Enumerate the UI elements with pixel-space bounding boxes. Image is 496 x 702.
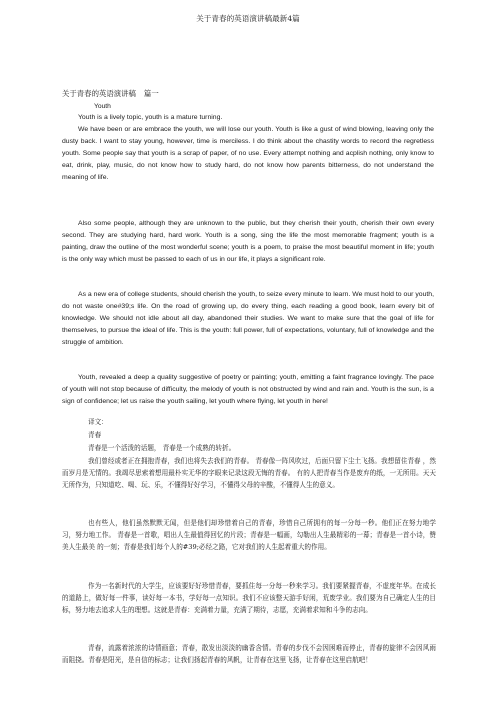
chinese-paragraph-4: 作为一名新时代的大学生，应该要好好珍惜青春，要抓住每一分每一秒来学习。我们要紧握青春，不虚度年华。在成长的道路上，做好每一件事，读好每一本书，学好每一点知识。我们不应该整天游手好闲，荒废学业。我们要为自己确定人生的目标，努力地去追求人生的理想。这就是青春：充满着力量，充满了期待，志愿，充满着求知和斗争的志向。 xyxy=(62,582,436,614)
english-paragraph-3: Also some people, although they are unknown to the public, but they cherish their youth, cherish their own every second. They are studying hard, hard work. Youth is a song, sing the life the most memorable fragment; youth is a painting, draw the outline of the most wonderful scene; youth is a poem, to praise the most beautiful moment in life; youth is the only way which must be passed to each of us in our life, it plays a significant role. xyxy=(62,220,434,263)
chinese-title: 青春 xyxy=(88,431,102,439)
section-heading-text: 关于青春的英语演讲稿 xyxy=(62,89,136,98)
chinese-paragraph-3: 也有些人，他们虽然默默无闻，但是他们却珍惜着自己的青春，珍惜自己所拥有的每一分每一秒。他们正在努力地学习，努力地工作。 青春是一首歌，唱出人生最值得回忆的片段；青春是一幅画，勾勒出人生最精彩的一幕；青春是一首小诗，赞美人生最美 的一刻；青春是我们每个人的#39;必经之路，它对我们的人生起着重大的作用。 xyxy=(62,519,436,551)
document-title: 关于青春的英语演讲稿最新4篇 xyxy=(196,14,300,23)
english-paragraph-1: Youth is a lively topic, youth is a mature turning. xyxy=(78,114,223,121)
chinese-paragraph-5: 青春，流露着浓浓的诗情画意；青春，散发出淡淡的幽香含情。青春的步伐不会因困难而停止，青春的旋律不会因风雨而阻挠。青春是阳光，是自信的标志；让我们扬起青春的风帆，让青春在这里飞扬，让青春在这里启航吧！ xyxy=(62,644,436,664)
english-title: Youth xyxy=(94,103,111,110)
english-paragraph-5: Youth, revealed a deep a quality suggestive of poetry or painting; youth, emitting a faint fragrance lovingly. The pace of youth will not stop because of difficulty, the melody of youth is not obstructed by wind and rain and. Youth is the sun, is a sign of confidence; let us raise the youth sailing, let youth where flying, let youth in here! xyxy=(62,374,434,405)
chinese-paragraph-2: 我们曾经或者正在拥抱青春，我们也将失去我们的青春。 青春像一阵风吹过，后面只留下尘土飞扬。我想留住青春 ，然而岁月是无情的。我竭尽思索着想用最朴实无华的字眼来记录这段无悔的青春。 有的人把青春当作是废弃的纸，一无所用。天天无所作为，只知道吃、喝、玩、乐，不懂得好好学习，不懂得父母的辛酸，不懂得人生的意义。 xyxy=(62,457,436,489)
section-number: 篇一 xyxy=(143,89,159,98)
section-heading xyxy=(62,88,159,99)
translation-label: 译文： xyxy=(88,418,108,426)
english-paragraph-4: As a new era of college students, should cherish the youth, to seize every minute to learn. We must hold to our youth, do not waste one#39;s life. On the road of growing up, do every thing, each reading a good book, learn every bit of knowledge. We should not idle about all day, abandoned their studies. We want to make sure that the goal of life for themselves, to pursue the ideal of life. This is the youth: full power, full of expectations, voluntary, full of knowledge and the struggle of ambition. xyxy=(62,291,434,346)
english-paragraph-2: We have been or are embrace the youth, we will lose our youth. Youth is like a gust of wind blowing, leaving only the dusty back. I want to stay young, however, time is merciless. I do think about the chastity words to record the regretless youth. Some people say that youth is a scrap of paper, of no use. Every attempt nothing and acplish nothing, only know to eat, drink, play, music, do not know how to study hard, do not know how parents bitterness, do not understand the meaning of life. xyxy=(62,126,434,181)
chinese-paragraph-1: 青春是一个活泼的话题， 青春是一个成熟的转折。 xyxy=(88,444,236,452)
